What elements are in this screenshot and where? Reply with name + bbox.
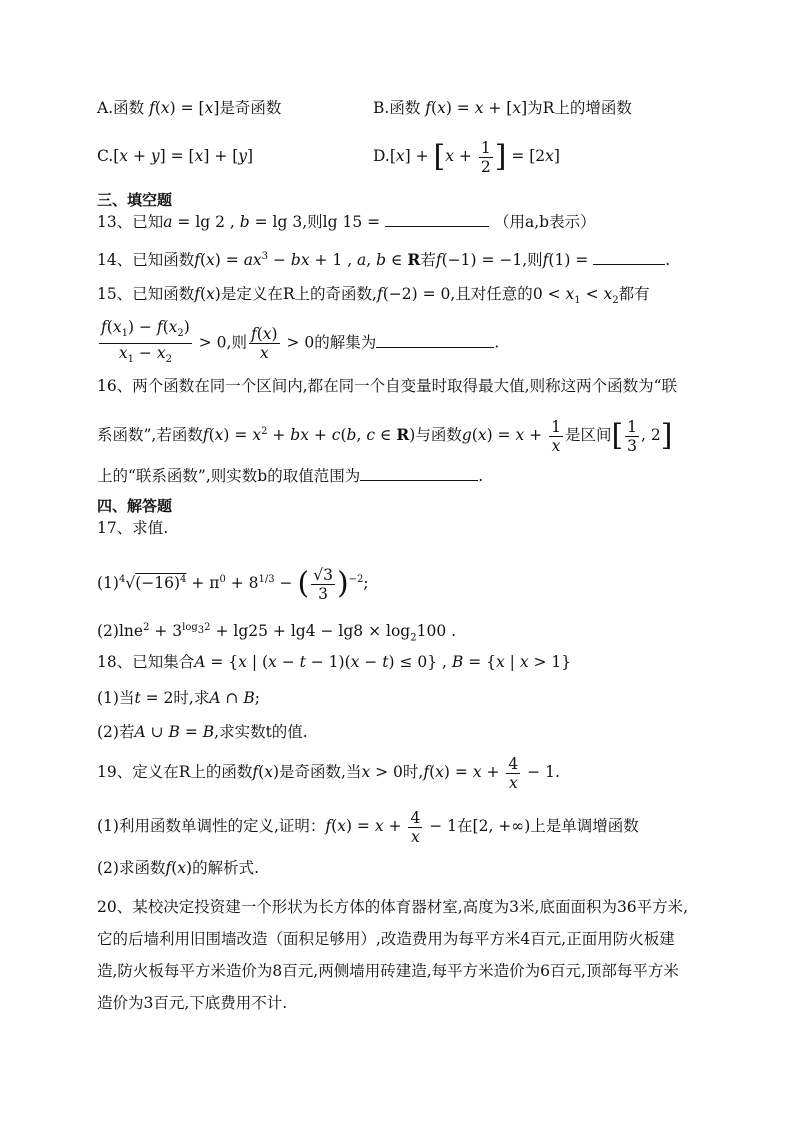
q13-tail: （用a,b表示） — [493, 213, 596, 231]
question-17-title: 17、求值. — [97, 519, 169, 537]
option-a-tail: 是奇函数 — [219, 99, 282, 117]
question-16-line2: 系函数”,若函数$f(x) = x^2$ + bx + c(b, c ∈ R)与函数g(x) = x + $\frac{1}{x}$ 是区间[ $\frac{1}{3}$ , 2] — [97, 417, 673, 455]
question-15-line1: 15、已知函数f(x)是定义在R上的奇函数,f(−2) = 0,且对任意的$0 < x_1 < x_2$都有 — [97, 285, 650, 307]
question-16-line1: 16、两个函数在同一个区间内,都在同一个自变量时取得最大值,则称这两个函数为“联 — [97, 377, 678, 395]
q19-t3: 时, — [402, 763, 424, 781]
answer-blank — [385, 212, 489, 227]
q13-mid: ,则 — [302, 213, 323, 231]
q18-p2a: (2)若 — [97, 723, 135, 741]
question-15-line2: $\frac{f(x_1) - f(x_2)}{x_1 - x_2}$ > 0,则 $\frac{f(x)}{x}$ > 0的解集为 . — [101, 318, 500, 366]
option-b-label: B.函数 — [373, 99, 421, 117]
q14-end: . — [665, 251, 671, 270]
question-14: 14、已知函数$f(x) = ax^3$ − bx + 1 , a, b ∈ R若f(−1) = −1,则f(1) = . — [97, 250, 671, 270]
answer-blank — [593, 250, 665, 265]
q16-end: . — [478, 467, 484, 485]
q14-tail: ,则 — [522, 251, 543, 270]
q15-mid3: 都有 — [618, 285, 650, 303]
option-a-label: A.函数 — [97, 99, 145, 117]
q16-l2c: 是区间 — [564, 426, 612, 445]
q17-p2: (2) — [97, 622, 119, 641]
question-16-line3 — [97, 466, 483, 486]
question-20-line2: 它的后墙利用旧围墙改造（面积足够用）,改造费用为每平方米4百元,正面用防火板建 — [97, 930, 675, 948]
q18-title: 18、已知集合 — [97, 653, 195, 671]
option-b-tail: 为R上的增函数 — [527, 99, 632, 117]
question-19-part2: (2)求函数f(x)的解析式. — [97, 859, 260, 877]
q19-title: 19、定义在R上的函数 — [97, 763, 253, 781]
q15-end: . — [494, 333, 500, 352]
section-answer-heading: 四、解答题 — [97, 497, 173, 515]
answer-blank — [360, 466, 478, 481]
question-13: 13、已知a = lg 2 , b = lg 3,则lg 15 = （用a,b表示） — [97, 213, 596, 231]
question-20-line1: 20、某校决定投资建一个形状为长方体的体育器材室,高度为3米,底面面积为36平方米, — [97, 898, 689, 916]
question-18-title: 18、已知集合A = {x | (x − t − 1)(x − t) ≤ 0} , B = {x | x > 1} — [97, 653, 572, 671]
option-b: B.函数 f(x) = x + [x]为R上的增函数 — [373, 99, 632, 117]
q18-p1a: (1)当 — [97, 689, 135, 707]
option-d: D.[x] + [x + $\frac{1}{2}$ ] = [2x] — [373, 138, 560, 176]
q13-num: 13、已知 — [97, 213, 164, 231]
q14-num: 14、已知函数 — [97, 251, 195, 270]
q14-mid: 若 — [420, 251, 436, 270]
q15-l2a: ,则 — [226, 333, 247, 352]
option-c: C.[x + y] = [x] + [y] — [97, 147, 254, 165]
q18-p1b: 时,求 — [173, 689, 210, 707]
q19-t2: 是奇函数,当 — [279, 763, 362, 781]
question-18-part1: (1)当t = 2时,求A ∩ B; — [97, 689, 261, 707]
q15-l2b: 的解集为 — [314, 333, 377, 352]
option-c-label: C. — [97, 147, 114, 165]
q18-p2b: ,求实数t的值. — [214, 723, 308, 741]
q16-l2a: 系函数”,若函数 — [97, 426, 203, 445]
question-18-part2: (2)若A ∪ B = B,求实数t的值. — [97, 723, 308, 741]
answer-blank — [376, 333, 494, 348]
option-d-label: D. — [373, 147, 390, 165]
q15-num: 15、已知函数 — [97, 285, 195, 303]
q15-mid2: ,且对任意的 — [450, 285, 533, 303]
q19-p1b: 在 — [457, 817, 473, 835]
question-19-title: 19、定义在R上的函数f(x)是奇函数,当x > 0时,f(x) = x + $\frac{4}{x}$ − 1. — [97, 754, 560, 792]
section-fill-heading: 三、填空题 — [97, 191, 173, 209]
question-20-line3: 造,防火板每平方米造价为8百元,两侧墙用砖建造,每平方米造价为6百元,顶部每平方米 — [97, 962, 679, 980]
question-17-part2: $(2)\ln e^2 + 3^{log_32} + \lg 25 + \lg 4 - \lg 8 \times \log_2100$ . — [97, 622, 457, 644]
question-20-line4: 造价为3百元,下底费用不计. — [97, 994, 288, 1012]
q17-p1: (1) — [97, 574, 119, 593]
q16-l2b: 与函数 — [415, 426, 462, 445]
q19-p2b: 的解析式. — [192, 859, 260, 877]
q19-p1a: (1)利用函数单调性的定义,证明： — [97, 817, 326, 835]
q16-l3: 上的“联系函数”,则实数b的取值范围为 — [97, 467, 361, 485]
q15-mid1: 是定义在R上的奇函数, — [220, 285, 377, 303]
q19-p1c: 上是单调增函数 — [530, 817, 639, 835]
question-19-part1: (1)利用函数单调性的定义,证明：f(x) = x + $\frac{4}{x}$ − 1在[2, +∞)上是单调增函数 — [97, 808, 639, 846]
question-17-part1: $(1)^4√(-16)^4 + \pi^0 + 8^{1/3}$ − ( $\frac{√3}{3}$ )$^{-2}$; — [97, 565, 369, 603]
q19-p2: (2)求函数 — [97, 859, 166, 877]
option-a: A.函数 f(x) = [x]是奇函数 — [97, 99, 282, 117]
